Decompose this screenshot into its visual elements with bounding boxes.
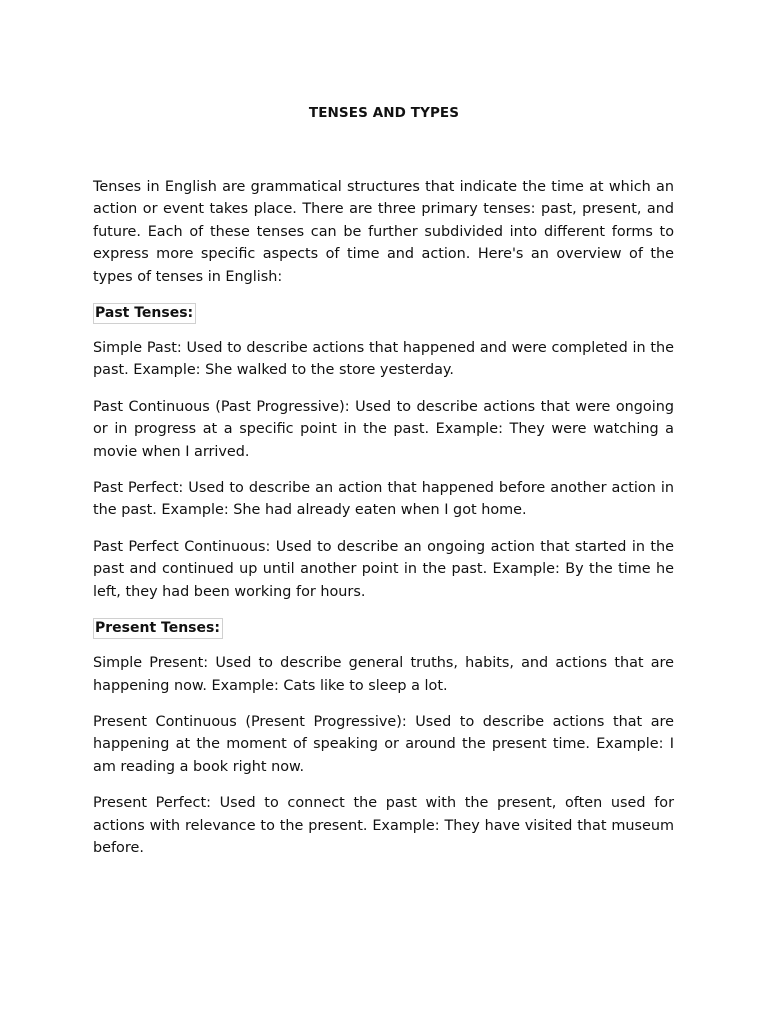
present-tenses-heading: Present Tenses: — [93, 618, 223, 639]
past-continuous-paragraph: Past Continuous (Past Progressive): Used to describe actions that were ongoing or in progress at a specific point in the past. Example: They were watching a movie when I arrived. — [93, 398, 674, 460]
simple-past-paragraph: Simple Past: Used to describe actions that happened and were completed in the past. Example: She walked to the store yesterday. — [93, 340, 674, 379]
past-tenses-heading: Past Tenses: — [93, 303, 196, 324]
document-title: TENSES AND TYPES — [308, 105, 460, 121]
document-body — [93, 176, 674, 873]
intro-paragraph: Tenses in English are grammatical structures that indicate the time at which an action or event takes place. There are three primary tenses: past, present, and future. Each of these tenses can be further subdivided into different forms to express more specific aspects of time and action. Here's an overview of the types of tenses in English: — [93, 179, 674, 285]
simple-present-paragraph: Simple Present: Used to describe general truths, habits, and actions that are happening now. Example: Cats like to sleep a lot. — [93, 655, 674, 694]
present-tenses-heading-row — [93, 617, 674, 639]
present-perfect-paragraph: Present Perfect: Used to connect the past with the present, often used for actions with relevance to the present. Example: They have visited that museum before. — [93, 795, 674, 856]
past-tenses-heading-row — [93, 302, 674, 324]
present-continuous-paragraph: Present Continuous (Present Progressive): Used to describe actions that are happening at the moment of speaking or around the present time. Example: I am reading a book right now. — [93, 713, 674, 775]
past-perfect-paragraph: Past Perfect: Used to describe an action that happened before another action in the past. Example: She had already eaten when I got home. — [93, 480, 674, 519]
past-perfect-continuous-paragraph: Past Perfect Continuous: Used to describe an ongoing action that started in the past and continued up until another point in the past. Example: By the time he left, they had been working for hours. — [93, 538, 674, 600]
